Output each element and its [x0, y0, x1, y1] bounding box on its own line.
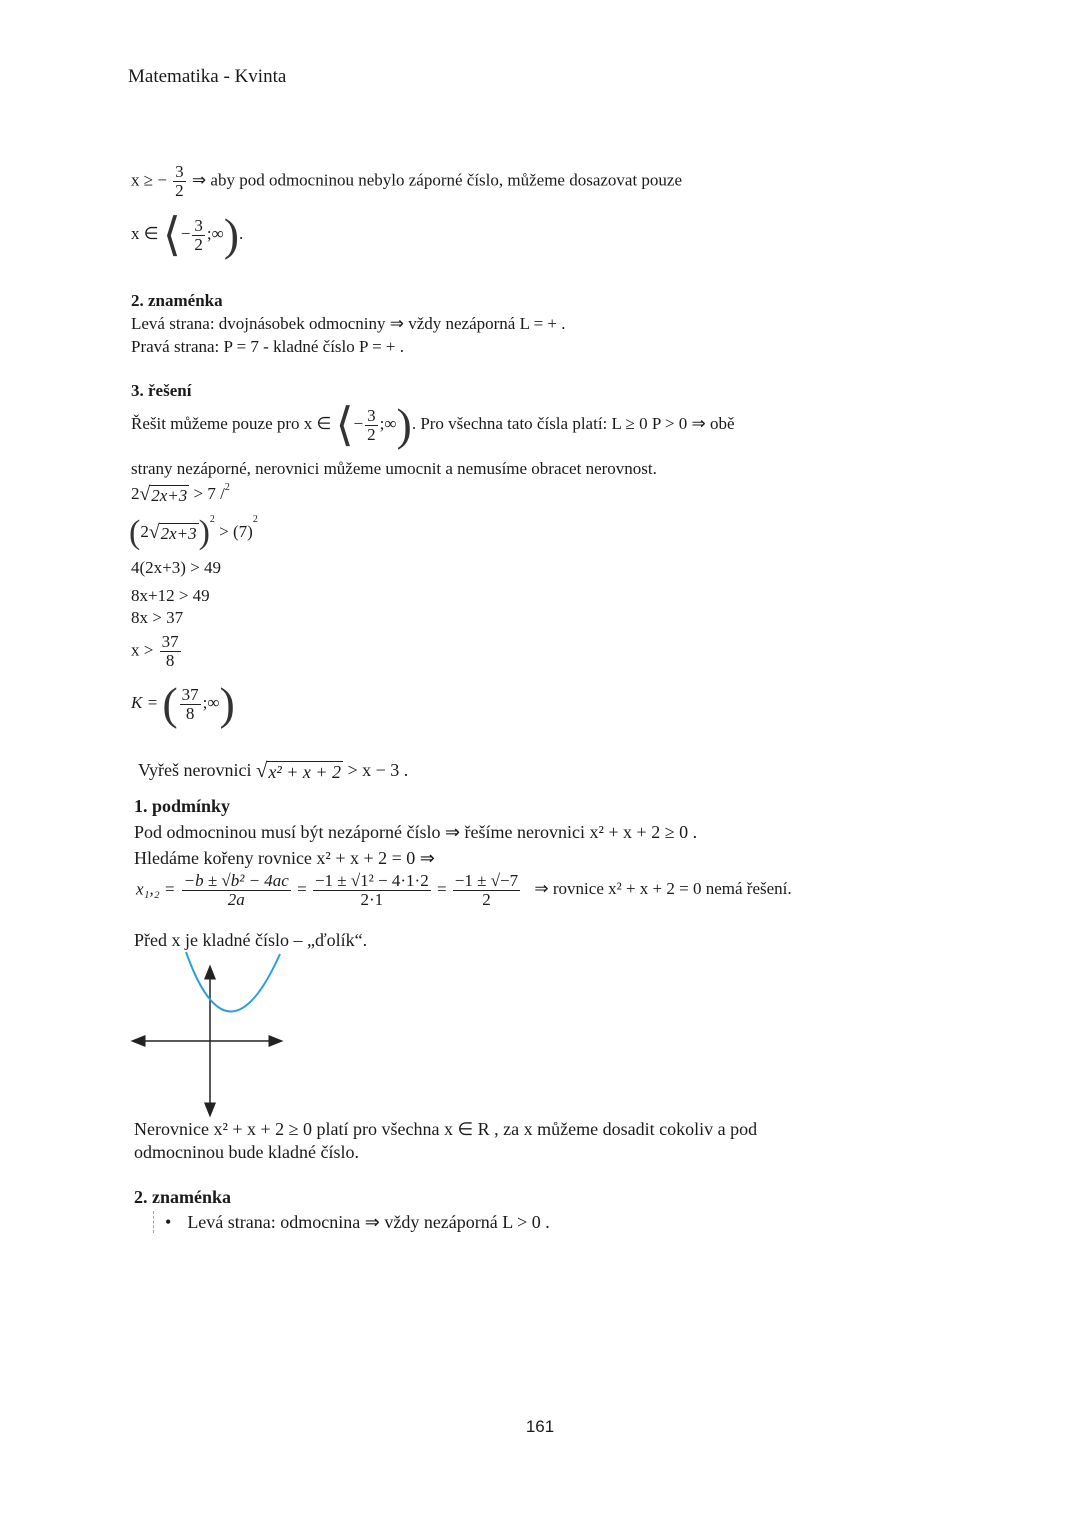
- solution-domain-line: Řešit můžeme pouze pro x ∈ ⟨− $\frac{3}{2}$ ;∞). Pro všechna tato čísla platí: L ≥ 0 P > 0 ⇒ obě: [131, 399, 735, 450]
- bullet-marker-bar: [153, 1211, 154, 1233]
- quadratic-formula-line: x₁,₂ = $\frac{\text{−b ± √b² − 4ac}}{2a}$ = $\frac{\text{−1 ± √1² − 4·1·2}}{2\cdot 1}$ = $\frac{-1 \pm √-7}{2}$ ⇒ rovnice x² + x + 2 = 0 nemá řešení.: [136, 871, 792, 909]
- step-3: 4(2x+3) > 49: [131, 558, 221, 577]
- conditions-line-2: Hledáme kořeny rovnice x² + x + 2 = 0 ⇒: [134, 848, 435, 868]
- solution-explanation: strany nezáporné, nerovnici můžeme umocnit a nemusíme obracet nerovnost.: [131, 459, 657, 478]
- exercise-task: Vyřeš nerovnici √ x² + x + 2 > x − 3 .: [138, 759, 409, 782]
- cond-prefix: x ≥ −: [131, 170, 167, 190]
- section-heading-signs: 2. znaménka: [131, 291, 223, 310]
- step-4: 8x+12 > 49: [131, 586, 210, 605]
- parabola-note: Před x je kladné číslo – „ďolík“.: [134, 930, 368, 950]
- conditions-line-1: Pod odmocninou musí být nezáporné číslo ⇒ řešíme nerovnici x² + x + 2 ≥ 0 .: [134, 822, 698, 842]
- conclusion-line-1: Nerovnice x² + x + 2 ≥ 0 platí pro všechna x ∈ R , za x můžeme dosadit cokoliv a pod: [134, 1119, 758, 1139]
- parabola-sketch: [128, 950, 288, 1120]
- signs-left-side: Levá strana: dvojnásobek odmocniny ⇒ vždy nezáporná L = + .: [131, 314, 566, 333]
- step-2: (2 √ 2x+3 )$^2 > (7)^2$: [129, 514, 258, 551]
- section-heading-signs-2: 2. znaménka: [134, 1187, 232, 1207]
- page-number: 161: [525, 1417, 555, 1436]
- domain-interval: x ∈ ⟨− $\frac{3}{2}$ ;∞).: [131, 209, 244, 260]
- signs-bullet-item: • Levá strana: odmocnina ⇒ vždy nezáporná L > 0 .: [165, 1212, 550, 1232]
- cond-text: ⇒ aby pod odmocninou nebylo záporné číslo, můžeme dosazovat pouze: [191, 170, 683, 190]
- angle-bracket-left: ⟨: [162, 209, 181, 260]
- solution-result: K = ( $\frac{37}{8}$ ;∞): [131, 678, 235, 729]
- page-header: Matematika - Kvinta: [128, 66, 287, 87]
- step-1: 2 √ 2x+3 > 7 /$^2$: [131, 482, 230, 505]
- parabola-curve: [186, 952, 280, 1012]
- step-6: x > $\frac{37}{8}$: [131, 632, 179, 670]
- paren-right: ): [223, 209, 240, 260]
- conclusion-line-2: odmocninou bude kladné číslo.: [134, 1142, 359, 1162]
- bullet-dot: •: [165, 1212, 172, 1232]
- domain-condition: [131, 163, 682, 200]
- signs-right-side: Pravá strana: P = 7 - kladné číslo P = + .: [131, 337, 405, 356]
- fraction-three-halves: $\frac{3}{2}$: [175, 162, 184, 200]
- sqrt-2x-plus-3: √ 2x+3: [139, 483, 188, 505]
- section-heading-conditions: 1. podmínky: [134, 796, 231, 816]
- step-5: 8x > 37: [131, 608, 184, 627]
- section-heading-solution: 3. řešení: [131, 381, 192, 400]
